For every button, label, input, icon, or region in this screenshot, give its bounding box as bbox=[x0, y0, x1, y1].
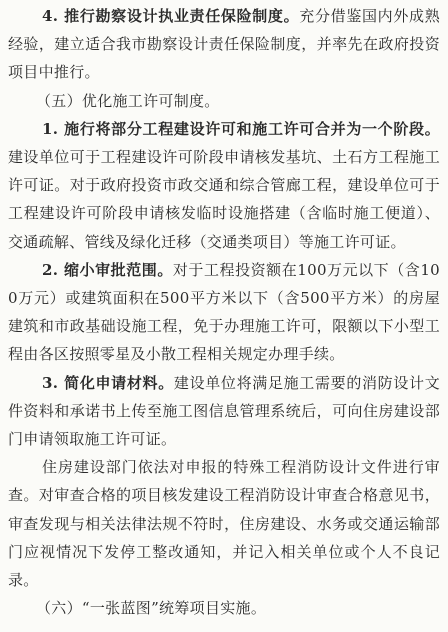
section-heading-5: （五）优化施工许可制度。 bbox=[36, 91, 220, 110]
item-body: 建设单位可于工程建设许可阶段申请核发基坑、土石方工程施工许可证。对于政府投资市政交通和综合管廊工程，建设单位可于工程建设许可阶段申请核发临时设施搭建（含临时施工便道）、交通疏解、管线及绿化迁移（交通类项目）等施工许可证。 bbox=[8, 148, 440, 251]
item-heading: 3. 简化申请材料。 bbox=[42, 373, 174, 392]
item-heading: 1. 施行将部分工程建设许可和施工许可合并为一个阶段。 bbox=[42, 119, 440, 138]
paragraph-fire-design-review bbox=[8, 453, 440, 594]
paragraph-narrow-scope bbox=[8, 256, 440, 369]
item-body: 建设单位将满足施工需要的消防设计文件资料和承诺书上传至施工图信息管理系统后，可向住房建设部门申请领取施工许可证。 bbox=[8, 373, 440, 449]
paragraph-simplify-materials bbox=[8, 369, 440, 454]
item-body: 住房建设部门依法对申报的特殊工程消防设计文件进行审查。对审查合格的项目核发建设工程消防设计审查合格意见书，审查发现与相关法律法规不符时，住房建设、水务或交通运输部门应视情况下发停工整改通知，并记入相关单位或个人不良记录。 bbox=[8, 458, 440, 590]
paragraph-liability-insurance bbox=[8, 2, 440, 87]
item-heading: 4. 推行勘察设计执业责任保险制度。 bbox=[42, 7, 300, 25]
item-heading: 2. 缩小审批范围。 bbox=[42, 260, 173, 279]
item-body: 对于工程投资额在100万元以下（含100万元）或建筑面积在500平方米以下（含500平方米）的房屋建筑和市政基础设施工程，免于办理施工许可，限额以下小型工程由各区按照零星及小散工程相关规定办理手续。 bbox=[8, 260, 441, 364]
section-heading-6: （六）“一张蓝图”统筹项目实施。 bbox=[36, 599, 267, 618]
paragraph-merge-permits bbox=[8, 115, 440, 256]
item-body: 充分借鉴国内外成熟经验，建立适合我市勘察设计责任保险制度，并率先在政府投资项目中推行。 bbox=[8, 7, 440, 82]
